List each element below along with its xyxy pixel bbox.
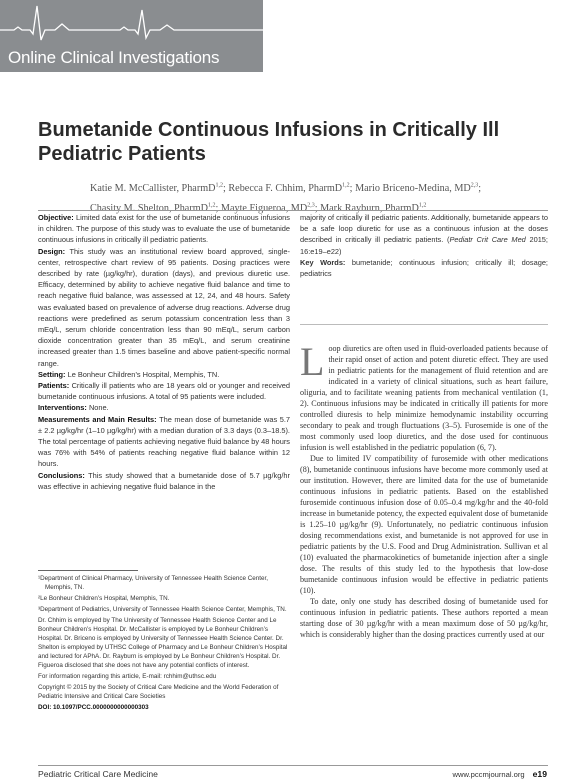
footer-divider — [38, 765, 548, 766]
journal-name: Pediatric Critical Care Medicine — [38, 769, 158, 779]
section-banner — [0, 0, 263, 72]
abstract-divider — [300, 324, 548, 325]
abstract-measurements: Measurements and Main Results: The mean dose of bumetanide was 5.7 ± 2.2 µg/kg/hr (1–10 µg/kg/hr) with a median duration of 3.3 days (0.3–18.5). The total percentage of patients achieving negative fluid balance by 48 hours was 76% with 54% of patients reaching negative fluid balance within 12 hours. — [38, 414, 290, 469]
abstract-interventions: Interventions: None. — [38, 403, 109, 413]
author: Mayte Figueroa, MD$^{2,3}$; — [220, 202, 321, 214]
footnotes — [38, 574, 290, 714]
affiliation: ³Department of Pediatrics, University of Tennessee Health Science Center, Memphis, TN. — [38, 606, 287, 613]
abstract-design: Design: This study was an institutional review board approved, single-center, retrospective chart review of 95 patients. Dosing practices were described by rate (µg/kg/hr), duration (days), and previous diuretic use. Efficacy, determined by ability to achieve negative fluid balance and time to reach negative fluid balance, was assessed at 12, 24, and 48 hours. Safety was evaluated based on prevalence of adverse drug reactions. Adverse drug reactions were predefined as serum potassium concentration less than 3 mEq/L, serum chloride concentration less than 90 mEq/L, serum carbon dioxide concentration greater than 35 mEq/L, and serum creatinine increased greater than 1.5 times baseline and above patient-specific normal range. — [38, 246, 290, 368]
author: Rebecca F. Chhim, PharmD$^{1,2}$; — [228, 183, 356, 195]
article-body — [300, 339, 548, 640]
author: Chasity M. Shelton, PharmD$^{1,2}$; — [90, 202, 221, 214]
copyright: Copyright © 2015 by the Society of Critical Care Medicine and the World Federation of Pediatric Intensive and Critical Care Societies — [38, 684, 279, 700]
author: Mario Briceno-Medina, MD$^{2,3}$; — [355, 183, 482, 195]
author: Mark Rayburn, PharmD$^{1,2}$ — [320, 202, 427, 214]
disclosure: Dr. Chhim is employed by The University of Tennessee Health Science Center and Le Bonheur Children’s Hospital. Dr. McCallister is employed by Le Bonheur Children’s Hospital. Dr. Briceno is employed by University of Tennessee Health Science Center. Dr. Shelton is employed by UTHSC College of Pharmacy and Le Bonheur Children’s Hospital and lectured for APhA. Dr. Rayburn is employed by Le Bonheur Children’s Hospital. Dr. Figueroa disclosed that she does not have any potential conflicts of interest. — [38, 617, 288, 669]
body-paragraph: To date, only one study has described dosing of bumetanide used for continuous infusion in pediatric patients. These authors reported a mean starting dose of 30 µg/kg/hr with a mean maximum dose of 50 µg/kg/hr, which is considerably higher than the dosing practices currently used at our — [300, 597, 548, 639]
abstract-patients: Patients: Critically ill patients who are 18 years old or younger and received bumetanide continuous infusions. A total of 95 patients were included. — [38, 381, 290, 402]
abstract-conclusions: Conclusions: This study showed that a bumetanide dose of 5.7 µg/kg/hr was effective in achieving negative fluid balance in the — [38, 470, 290, 491]
abstract-setting: Setting: Le Bonheur Children’s Hospital, Memphis, TN. — [38, 369, 220, 379]
journal-url[interactable]: www.pccmjournal.org — [452, 770, 525, 779]
banner-title: Online Clinical Investigations — [8, 48, 220, 67]
doi: DOI: 10.1097/PCC.0000000000000303 — [38, 704, 149, 711]
affiliation: ²Le Bonheur Children’s Hospital, Memphis, TN. — [38, 595, 170, 602]
page-number: e19 — [532, 769, 547, 779]
keywords: Key Words: bumetanide; continuous infusion; critically ill; dosage; pediatrics — [300, 257, 548, 279]
abstract — [38, 212, 290, 492]
contact-email: For information regarding this article, E-mail: rchhim@uthsc.edu — [38, 673, 217, 680]
abstract-objective: Objective: Limited data exist for the use of bumetanide continuous infusions in children. The purpose of this study was to evaluate the use of bumetanide continuous infusions in critically ill pediatric patients. — [38, 213, 290, 245]
footnote-divider — [38, 570, 138, 571]
ecg-line-graphic — [0, 0, 263, 48]
body-paragraph: Loop diuretics are often used in fluid-overloaded patients because of their rapid onset of action and potent diuretic effect. They are used in pediatric patients for the management of fluid retention and are indicated in a variety of clinical situations, such as heart failure, oliguria, and to facilitate weaning patients from mechanical ventilation (1, 2). Continuous infusions may be indicated in critically ill patients for more controlled diuresis to help minimize hemodynamic instability occurring secondary to peak and trough fluctuations (3–5). Furosemide is one of the most commonly used loop diuretics, and the dose used for continuous infusion is well established in the pediatric population (6, 7). — [300, 339, 548, 452]
title-divider — [38, 210, 548, 211]
abstract-continued — [300, 212, 548, 279]
drop-cap: L — [300, 339, 325, 384]
affiliation: ¹Department of Clinical Pharmacy, University of Tennessee Health Science Center, Memphis, TN. — [38, 575, 269, 591]
body-paragraph: Due to limited IV compatibility of furosemide with other medications (8), bumetanide continuous infusions have become more commonly used at our institution. However, there are limited data for the use of bumetanide continuous infusions in pediatric patients. Based on the established furosemide continuous infusion dose of 0.05–0.4 mg/kg/hr and the 40-fold increase in bumetanide potency, the expected equivalent dose of bumetanide is 1.25–10 µg/kg/hr (9). Unfortunately, no pediatric continuous infusion dosing recommendations exist, and bumetanide is not approved for use in pediatric patients by the U.S. Food and Drug Administration. Sullivan et al (10) evaluated the pharmacokinetics of bumetanide injection after a single dose. The results of this study led to the hypothesis that low-dose bumetanide continuous infusion would be effective in pediatric patients (10). — [300, 454, 548, 595]
abstract-conclusions-continued: majority of critically ill pediatric patients. Additionally, bumetanide appears to be a safe loop diuretic for use as a continuous infusion at the doses described in critically ill pediatric patients. (Pediatr Crit Care Med 2015; 16:e19–e22) — [300, 213, 548, 256]
author: Katie M. McCallister, PharmD$^{1,2}$; — [90, 183, 229, 195]
footer-right — [452, 769, 547, 779]
article-title: Bumetanide Continuous Infusions in Critically Ill Pediatric Patients — [38, 119, 500, 165]
